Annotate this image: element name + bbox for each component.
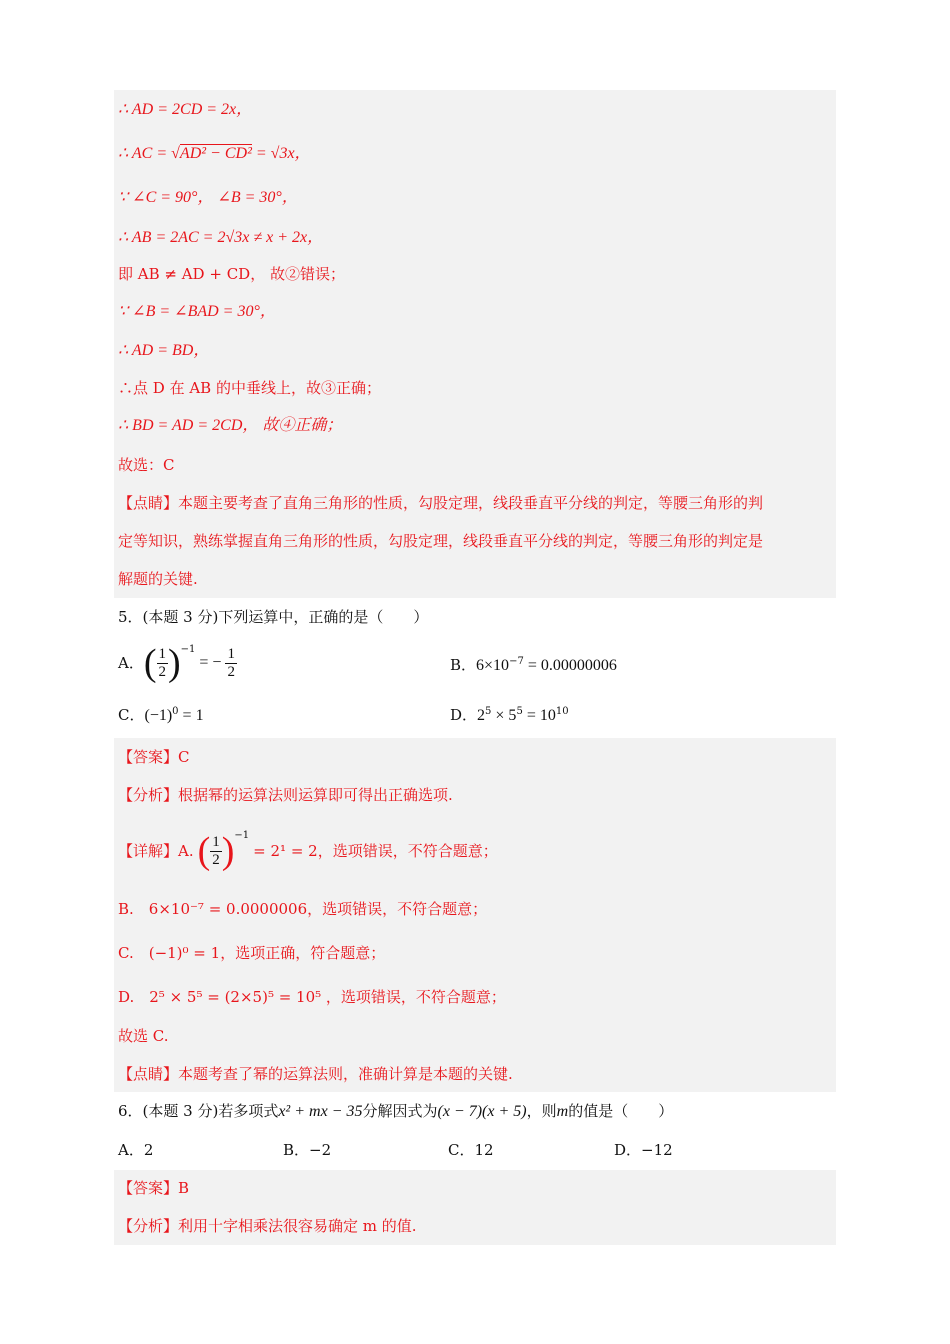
q5-option-d: D．$2^5 \times 5^5 = 10^{10}$ (450, 706, 569, 724)
solution-line-4: ∴ AB = 2AC = 2√3x ≠ x + 2x， (118, 229, 324, 246)
q5-option-b: B．$6\times 10^{-7} = 0.00000006$ (450, 656, 617, 674)
solution-line-1: ∴ AD = 2CD = 2x， (118, 101, 253, 118)
solution-line-7: ∴ AD = BD， (118, 342, 210, 359)
q6-option-c: C．12 (448, 1141, 494, 1159)
q6-stem: 6．(本题 3 分)若多项式x² + mx − 35分解因式为(x − 7)(x + 5)，则m的值是（ ） (118, 1102, 674, 1120)
q6-option-b: B．−2 (283, 1141, 332, 1159)
q6-option-a: A．2 (118, 1141, 154, 1159)
q6-option-d: D．−12 (614, 1141, 673, 1159)
q5-answer: 【答案】C (118, 748, 190, 766)
q6-answer: 【答案】B (118, 1179, 190, 1197)
solution-line-6: ∵ ∠B = ∠BAD = 30°， (118, 303, 276, 320)
q5-stem: 5．(本题 3 分)下列运算中，正确的是（ ） (118, 608, 429, 626)
q5-detail-b: B. 6×10⁻⁷ = 0.0000006，选项错误，不符合题意； (118, 900, 488, 918)
solution-line-9: ∴ BD = AD = 2CD， 故④正确； (118, 417, 343, 434)
q6-analysis: 【分析】利用十字相乘法很容易确定 m 的值. (118, 1217, 417, 1235)
solution-choice: 故选：C (118, 456, 175, 474)
comment-line-3: 解题的关键. (118, 570, 198, 588)
solution-line-3: ∵ ∠C = 90°， ∠B = 30°， (118, 189, 298, 206)
q5-detail-c: C. (−1)⁰ = 1，选项正确，符合题意； (118, 944, 386, 962)
q5-comment: 【点睛】本题考查了幂的运算法则，准确计算是本题的关键. (118, 1065, 513, 1083)
solution-line-2: ∴ AC = √AD² − CD² = √3x， (118, 145, 311, 162)
comment-line-1: 【点睛】本题主要考查了直角三角形的性质，勾股定理，线段垂直平分线的判定，等腰三角形的判 (118, 494, 764, 512)
q5-analysis: 【分析】根据幂的运算法则运算即可得出正确选项. (118, 786, 453, 804)
solution-line-5: 即 AB ≠ AD + CD， 故②错误； (118, 265, 345, 283)
q5-choice: 故选 C. (118, 1027, 169, 1045)
q5-option-c: C．$(-1)^0 = 1$ (118, 706, 204, 724)
comment-line-2: 定等知识，熟练掌握直角三角形的性质，勾股定理，线段垂直平分线的判定，等腰三角形的判定是 (118, 532, 764, 550)
q5-option-a: A． ( $\frac{1}{2}$ ) $^{-1}$ = − $\frac{1}{2}$ (118, 642, 235, 684)
q5-detail-a: 【详解】A. ( $\frac{1}{2}$ ) $^{-1}$ = 2¹ = 2，选项错误，不符合题意； (118, 830, 498, 872)
solution-block-prev (114, 90, 836, 598)
solution-line-8: ∴点 D 在 AB 的中垂线上，故③正确； (118, 379, 381, 397)
q5-detail-d: D. 2⁵ × 5⁵ = (2×5)⁵ = 10⁵ ，选项错误，不符合题意； (118, 988, 506, 1006)
